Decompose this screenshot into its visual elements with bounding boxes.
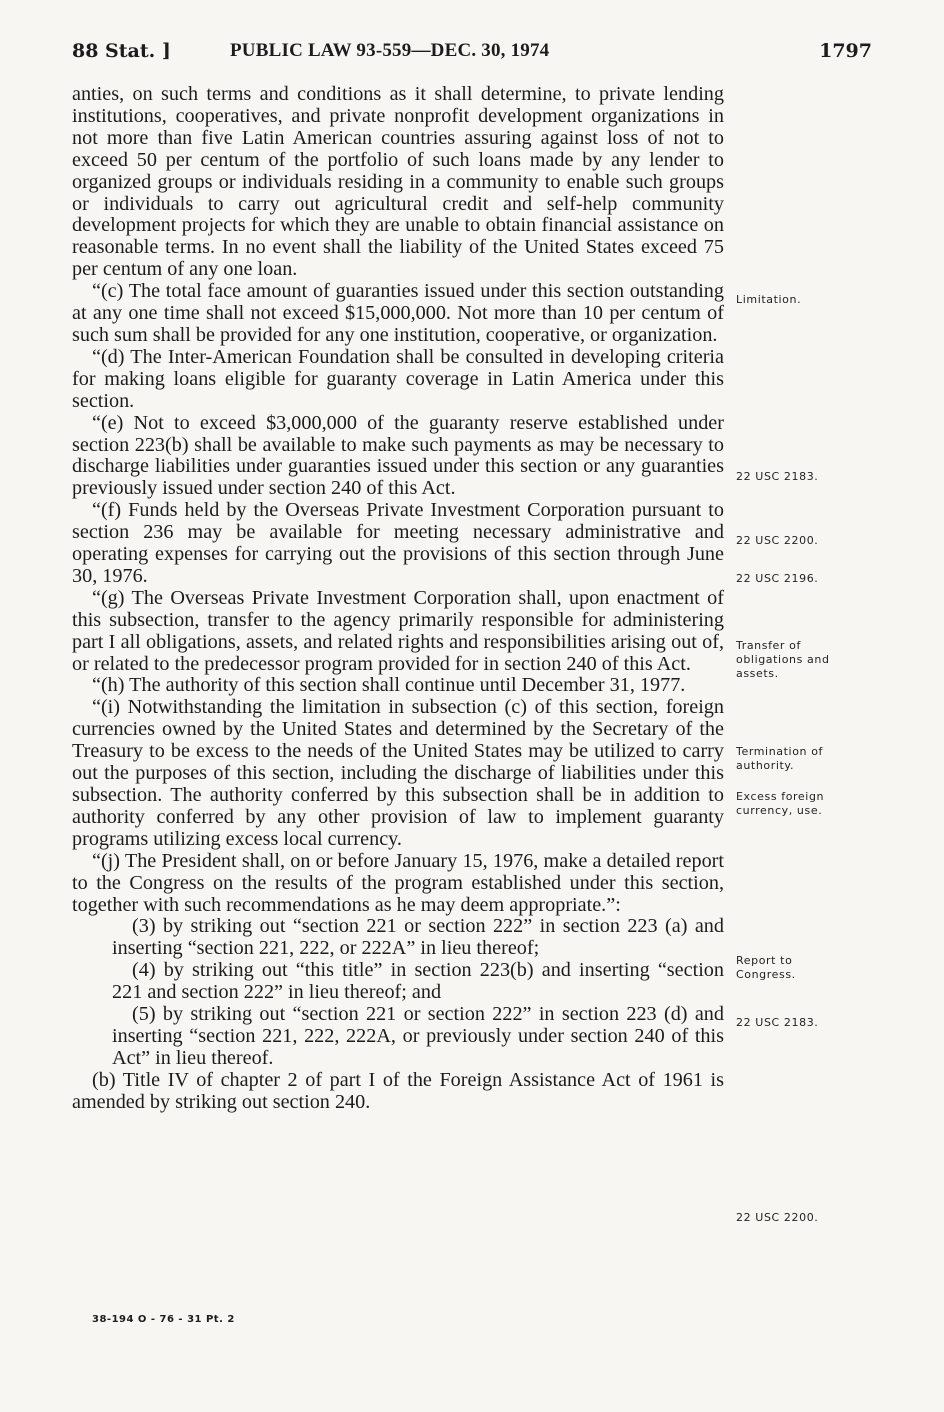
margin-note-usc-2200-b: 22 USC 2200. [736,1211,819,1224]
paragraph-i: “(i) Notwithstanding the limitation in subsection (c) of this section, foreign currencies owned by the United States and determined by the Secretary of the Treasury to be excess to the needs of the United States may be utilized to carry out the purposes of this section, including the discharge of liabilities under this subsection. The authority conferred by this subsection shall be in addition to authority conferred by any other provision of law to implement guaranty programs utilizing excess local currency. [72,696,724,850]
amendment-3: (3) by striking out “section 221 or section 222” in section 223 (a) and inserting “section 221, 222, or 222A” in lieu thereof; [112,915,724,960]
paragraph-j: “(j) The President shall, on or before January 15, 1976, make a detailed report to the Congress on the results of the program established under this section, together with such recommendations as he may deem appropriate.”: [72,849,724,916]
margin-note-termination: Termination of authority. [736,745,824,772]
margin-note-usc-2183-b: 22 USC 2183. [736,1016,819,1029]
paragraph-d: “(d) The Inter-American Foundation shall be consulted in developing criteria for making loans eligible for guaranty coverage in Latin America under this section. [72,345,724,412]
margin-note-usc-2196: 22 USC 2196. [736,572,819,585]
margin-note-limitation: Limitation. [736,293,802,306]
page-number: 1797 [819,40,872,62]
paragraph-continuation: anties, on such terms and conditions as it shall determine, to private lending institutions, cooperatives, and private nonprofit development organizations in not more than five Latin American countries assuring against loss of not to exceed 50 per centum of the portfolio of such loans made by any lender to organized groups or individuals residing in a community to enable such groups or individuals to carry out agricultural credit and self-help community development projects for which they are unable to obtain financial assistance on reasonable terms. In no event shall the liability of the United States exceed 75 per centum of any one loan. [72,83,724,281]
margin-note-transfer: Transfer of obligations and assets. [736,639,830,680]
margin-note-excess-currency: Excess foreign currency, use. [736,790,825,817]
paragraph-e: “(e) Not to exceed $3,000,000 of the guaranty reserve established under section 223(b) shall be available to make such payments as may be necessary to discharge liabilities under guaranties issued under this section or any guaranties previously issued under section 240 of this Act. [72,411,724,500]
paragraph-c: “(c) The total face amount of guaranties issued under this section outstanding at any one time shall not exceed $15,000,000. Not more than 10 per centum of such sum shall be provided for any one institution, cooperative, or organization. [72,280,724,346]
print-code-footer: 38-194 O - 76 - 31 Pt. 2 [92,1314,235,1325]
main-text [72,84,724,1114]
paragraph-h: “(h) The authority of this section shall continue until December 31, 1977. [92,674,686,697]
statute-reference: 88 Stat. ] [72,40,171,62]
paragraph-g: “(g) The Overseas Private Investment Corporation shall, upon enactment of this subsection, transfer to the agency primarily responsible for administering part I all obligations, assets, and related rights and responsibilities arising out of, or related to the predecessor program provided for in section 240 of this Act. [72,586,724,675]
subsection-b: (b) Title IV of chapter 2 of part I of the Foreign Assistance Act of 1961 is amended by striking out section 240. [72,1068,724,1113]
margin-note-report: Report to Congress. [736,954,796,981]
margin-note-usc-2200: 22 USC 2200. [736,534,819,547]
amendment-5: (5) by striking out “section 221 or section 222” in section 223 (d) and inserting “section 221, 222, 222A, or previously under section 240 of this Act” in lieu thereof. [112,1003,724,1069]
page-title: PUBLIC LAW 93-559—DEC. 30, 1974 [230,40,550,61]
paragraph-f: “(f) Funds held by the Overseas Private Investment Corporation pursuant to section 236 may be available for meeting necessary administrative and operating expenses for carrying out the provisions of this section through June 30, 1976. [72,499,724,587]
margin-note-usc-2183: 22 USC 2183. [736,470,819,483]
amendment-4: (4) by striking out “this title” in section 223(b) and inserting “section 221 and section 222” in lieu thereof; and [112,959,724,1004]
page-header [72,40,872,70]
